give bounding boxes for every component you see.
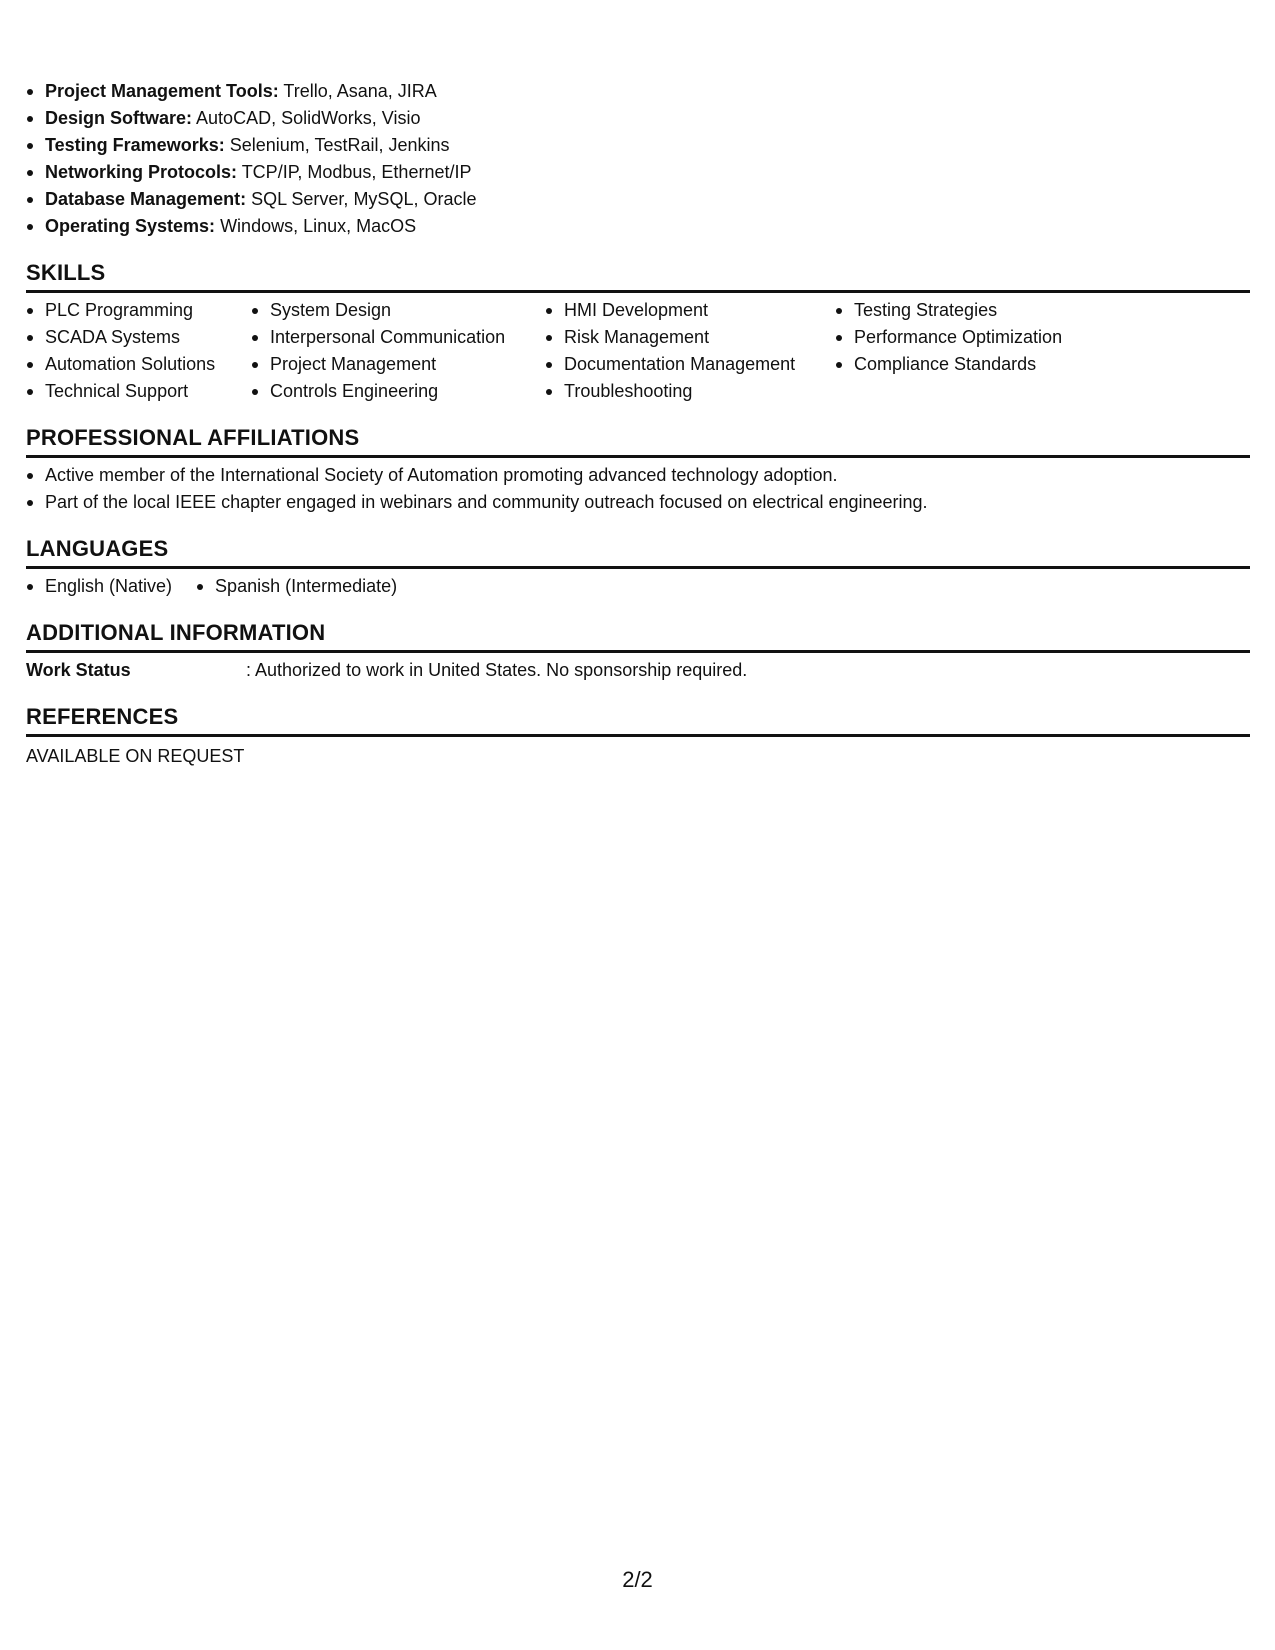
tool-value: SQL Server, MySQL, Oracle xyxy=(246,189,477,209)
work-status-label: Work Status xyxy=(26,660,131,680)
page-number: 2/2 xyxy=(622,1567,653,1592)
skill-item: Risk Management xyxy=(545,324,835,351)
work-status-row xyxy=(26,657,1250,684)
tool-label: Testing Frameworks: xyxy=(45,135,225,155)
skills-column-2 xyxy=(251,297,545,405)
tool-label: Networking Protocols: xyxy=(45,162,238,182)
skills-grid xyxy=(26,297,1250,405)
additional-info-heading: ADDITIONAL INFORMATION xyxy=(26,620,1250,653)
tool-item-operating-systems xyxy=(26,213,1250,240)
tool-label: Design Software: xyxy=(45,108,193,128)
skill-item: Controls Engineering xyxy=(251,378,545,405)
resume-page xyxy=(26,78,1250,770)
skill-item: Interpersonal Communication xyxy=(251,324,545,351)
tool-value: Selenium, TestRail, Jenkins xyxy=(224,135,450,155)
references-text: AVAILABLE ON REQUEST xyxy=(26,746,245,766)
skill-item: Project Management xyxy=(251,351,545,378)
tool-label: Database Management: xyxy=(45,189,247,209)
tool-item-project-management xyxy=(26,78,1250,105)
tool-item-database-management xyxy=(26,186,1250,213)
tool-value: TCP/IP, Modbus, Ethernet/IP xyxy=(237,162,472,182)
affiliation-item: Active member of the International Society of Automation promoting advanced technology adoption. xyxy=(26,462,1250,489)
skill-item: Compliance Standards xyxy=(835,351,1135,378)
tool-value: Windows, Linux, MacOS xyxy=(215,216,417,236)
skill-item: Technical Support xyxy=(26,378,251,405)
tool-item-design-software xyxy=(26,105,1250,132)
language-item: Spanish (Intermediate) xyxy=(196,573,397,600)
tool-value: Trello, Asana, JIRA xyxy=(278,81,437,101)
tool-item-networking-protocols xyxy=(26,159,1250,186)
affiliation-item: Part of the local IEEE chapter engaged in webinars and community outreach focused on electrical engineering. xyxy=(26,489,1250,516)
tool-value: AutoCAD, SolidWorks, Visio xyxy=(192,108,421,128)
skill-item: Troubleshooting xyxy=(545,378,835,405)
skills-column-4 xyxy=(835,297,1135,405)
skill-item: Testing Strategies xyxy=(835,297,1135,324)
skill-item: Performance Optimization xyxy=(835,324,1135,351)
references-heading: REFERENCES xyxy=(26,704,1250,737)
skill-item: PLC Programming xyxy=(26,297,251,324)
skill-item: HMI Development xyxy=(545,297,835,324)
languages-list xyxy=(26,573,1250,600)
skill-item: System Design xyxy=(251,297,545,324)
affiliations-list xyxy=(26,462,1250,516)
skill-item: Automation Solutions xyxy=(26,351,251,378)
tool-label: Operating Systems: xyxy=(45,216,216,236)
skill-item: Documentation Management xyxy=(545,351,835,378)
tool-item-testing-frameworks xyxy=(26,132,1250,159)
language-item: English (Native) xyxy=(26,573,172,600)
skill-item: SCADA Systems xyxy=(26,324,251,351)
affiliations-heading: PROFESSIONAL AFFILIATIONS xyxy=(26,425,1250,458)
skills-column-3 xyxy=(545,297,835,405)
skills-column-1 xyxy=(26,297,251,405)
tool-label: Project Management Tools: xyxy=(45,81,279,101)
work-status-value: : Authorized to work in United States. No sponsorship required. xyxy=(246,660,748,680)
tools-list xyxy=(26,78,1250,240)
skills-heading: SKILLS xyxy=(26,260,1250,293)
languages-heading: LANGUAGES xyxy=(26,536,1250,569)
